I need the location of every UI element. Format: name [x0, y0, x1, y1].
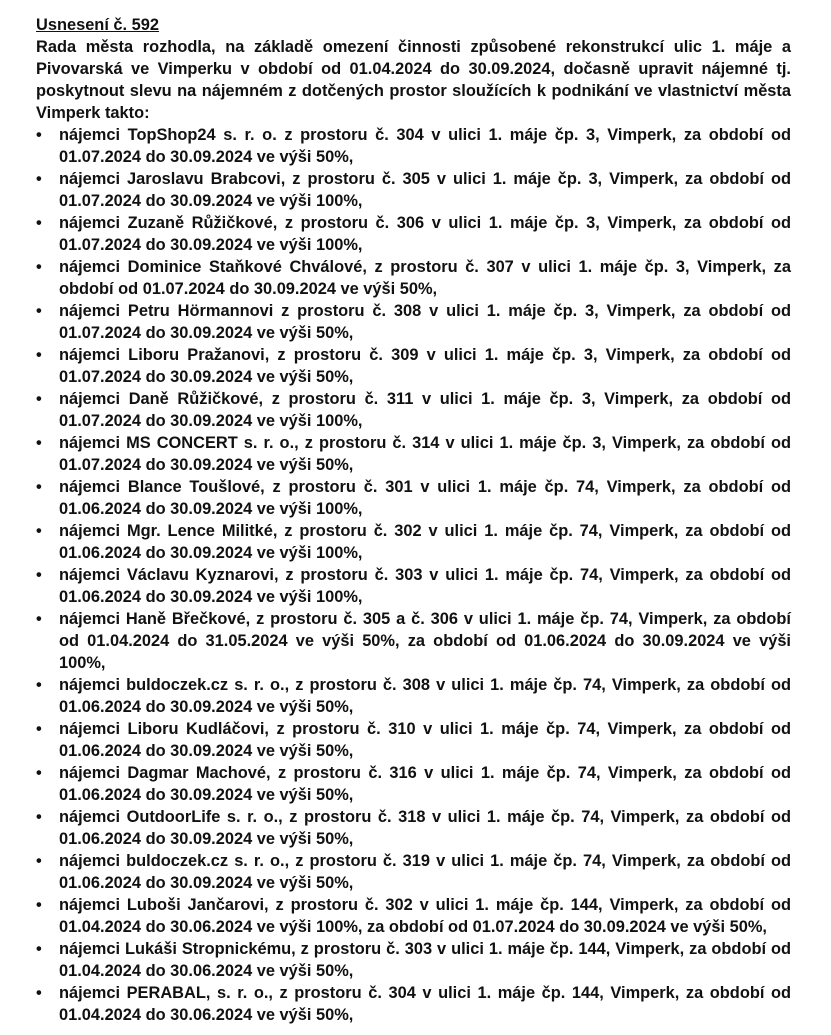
list-item: • nájemci buldoczek.cz s. r. o., z prostoru č. 319 v ulici 1. máje čp. 74, Vimperk, za období od 01.06.2024 do 30.09.2024 ve výši 50%, [36, 850, 791, 894]
list-item: • nájemci Liboru Kudláčovi, z prostoru č. 310 v ulici 1. máje čp. 74, Vimperk, za období od 01.06.2024 do 30.09.2024 ve výši 50%, [36, 718, 791, 762]
list-item: • nájemci PERABAL, s. r. o., z prostoru č. 304 v ulici 1. máje čp. 144, Vimperk, za období od 01.04.2024 do 30.06.2024 ve výši 50%, [36, 982, 791, 1026]
list-item: • nájemci Dominice Staňkové Chválové, z prostoru č. 307 v ulici 1. máje čp. 3, Vimperk, za období od 01.07.2024 do 30.09.2024 ve výši 50%, [36, 256, 791, 300]
list-item: • nájemci TopShop24 s. r. o. z prostoru č. 304 v ulici 1. máje čp. 3, Vimperk, za období od 01.07.2024 do 30.09.2024 ve výši 50%, [36, 124, 791, 168]
list-item: • nájemci Liboru Pražanovi, z prostoru č. 309 v ulici 1. máje čp. 3, Vimperk, za období od 01.07.2024 do 30.09.2024 ve výši 50%, [36, 344, 791, 388]
list-item: • nájemci Václavu Kyznarovi, z prostoru č. 303 v ulici 1. máje čp. 74, Vimperk, za období od 01.06.2024 do 30.09.2024 ve výši 100%, [36, 564, 791, 608]
list-item: • nájemci Dagmar Machové, z prostoru č. 316 v ulici 1. máje čp. 74, Vimperk, za období od 01.06.2024 do 30.09.2024 ve výši 50%, [36, 762, 791, 806]
list-item: • nájemci Daně Růžičkové, z prostoru č. 311 v ulici 1. máje čp. 3, Vimperk, za období od 01.07.2024 do 30.09.2024 ve výši 100%, [36, 388, 791, 432]
list-item: • nájemci Petru Hörmannovi z prostoru č. 308 v ulici 1. máje čp. 3, Vimperk, za období od 01.07.2024 do 30.09.2024 ve výši 50%, [36, 300, 791, 344]
list-item: • nájemci Lukáši Stropnickému, z prostoru č. 303 v ulici 1. máje čp. 144, Vimperk, za období od 01.04.2024 do 30.06.2024 ve výši 50%, [36, 938, 791, 982]
list-item: • nájemci Jaroslavu Brabcovi, z prostoru č. 305 v ulici 1. máje čp. 3, Vimperk, za období od 01.07.2024 do 30.09.2024 ve výši 100%, [36, 168, 791, 212]
list-item: • nájemci OutdoorLife s. r. o., z prostoru č. 318 v ulici 1. máje čp. 74, Vimperk, za období od 01.06.2024 do 30.09.2024 ve výši 50%, [36, 806, 791, 850]
tenant-discount-list [36, 124, 791, 1026]
list-item: • nájemci MS CONCERT s. r. o., z prostoru č. 314 v ulici 1. máje čp. 3, Vimperk, za období od 01.07.2024 do 30.09.2024 ve výši 50%, [36, 432, 791, 476]
list-item: • nájemci Blance Toušlové, z prostoru č. 301 v ulici 1. máje čp. 74, Vimperk, za období od 01.06.2024 do 30.09.2024 ve výši 100%, [36, 476, 791, 520]
resolution-title: Usnesení č. 592 [36, 16, 160, 34]
list-item: • nájemci Zuzaně Růžičkové, z prostoru č. 306 v ulici 1. máje čp. 3, Vimperk, za období od 01.07.2024 do 30.09.2024 ve výši 100%, [36, 212, 791, 256]
list-item: • nájemci Mgr. Lence Militké, z prostoru č. 302 v ulici 1. máje čp. 74, Vimperk, za období od 01.06.2024 do 30.09.2024 ve výši 100%, [36, 520, 791, 564]
list-item: • nájemci Haně Břečkové, z prostoru č. 305 a č. 306 v ulici 1. máje čp. 74, Vimperk, za období od 01.04.2024 do 31.05.2024 ve výši 50%, za období od 01.06.2024 do 30.09.2024 ve výši 100%, [36, 608, 791, 674]
list-item: • nájemci buldoczek.cz s. r. o., z prostoru č. 308 v ulici 1. máje čp. 74, Vimperk, za období od 01.06.2024 do 30.09.2024 ve výši 50%, [36, 674, 791, 718]
resolution-intro: Rada města rozhodla, na základě omezení činnosti způsobené rekonstrukcí ulic 1. máje a Pivovarská ve Vimperku v období od 01.04.2024 do 30.09.2024, dočasně upravit nájemné tj. poskytnout slevu na nájemném z dotčených prostor sloužících k podnikání ve vlastnictví města Vimperk takto: [36, 38, 791, 122]
list-item: • nájemci Luboši Jančarovi, z prostoru č. 302 v ulici 1. máje čp. 144, Vimperk, za období od 01.04.2024 do 30.06.2024 ve výši 100%, za období od 01.07.2024 do 30.09.2024 ve výši 50%, [36, 894, 791, 938]
